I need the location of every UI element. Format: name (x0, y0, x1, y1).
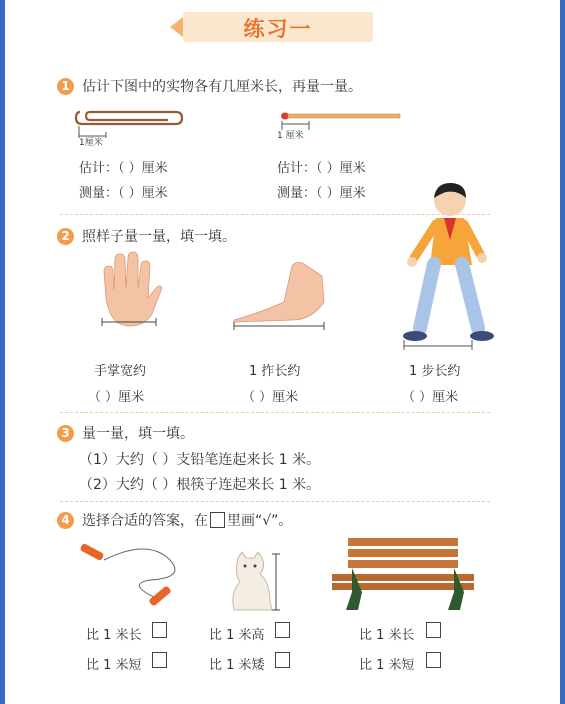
page-title: 练习一 (243, 17, 313, 41)
question-3-line-1[interactable]: （1）大约（ ）支铅笔连起来长 1 米。 (79, 452, 321, 468)
step-length-blank[interactable]: （ ）厘米 (402, 390, 459, 405)
page-frame-right (560, 0, 565, 704)
section-divider (60, 501, 490, 502)
paperclip-estimate[interactable]: 估计：（ ）厘米 (79, 161, 168, 176)
question-3-line-2[interactable]: （2）大约（ ）根筷子连起来长 1 米。 (79, 477, 321, 493)
bench-illustration (330, 536, 476, 614)
matchstick-measure[interactable]: 测量：（ ）厘米 (277, 186, 366, 201)
question-2-number: 2 (57, 228, 74, 245)
rope-longer-checkbox[interactable] (152, 622, 167, 638)
question-3-prompt: 量一量，填一填。 (82, 426, 194, 442)
rope-option-longer: 比 1 米长 (86, 628, 142, 643)
step-length-label: 1 步长约 (409, 364, 461, 379)
page-frame-left (0, 0, 5, 704)
question-2-prompt: 照样子量一量，填一填。 (82, 229, 236, 245)
paperclip-measure[interactable]: 测量：（ ）厘米 (79, 186, 168, 201)
bench-longer-checkbox[interactable] (426, 622, 441, 638)
palm-illustration (100, 254, 160, 330)
title-arrow-icon (170, 17, 183, 37)
matchstick-estimate[interactable]: 估计：（ ）厘米 (277, 161, 366, 176)
matchstick-scale-label: 1 厘米 (277, 131, 304, 141)
section-divider (60, 412, 490, 413)
question-4-prompt-before: 选择合适的答案，在 (82, 513, 208, 529)
cat-taller-checkbox[interactable] (275, 622, 290, 638)
rope-shorter-checkbox[interactable] (152, 652, 167, 668)
bench-option-longer: 比 1 米长 (359, 628, 415, 643)
palm-width-blank[interactable]: （ ）厘米 (88, 390, 145, 405)
question-4-prompt-after: 里画“√”。 (227, 513, 293, 529)
hand-span-blank[interactable]: （ ）厘米 (242, 390, 299, 405)
question-3-number: 3 (57, 425, 74, 442)
rope-option-shorter: 比 1 米短 (86, 658, 142, 673)
cat-option-shorter: 比 1 米矮 (209, 658, 265, 673)
hand-span-illustration (232, 262, 328, 332)
bench-shorter-checkbox[interactable] (426, 652, 441, 668)
cat-option-taller: 比 1 米高 (209, 628, 265, 643)
question-1-prompt: 估计下图中的实物各有几厘米长，再量一量。 (82, 79, 362, 95)
jump-rope-illustration (78, 544, 188, 610)
question-4-prompt (82, 510, 292, 530)
cat-illustration (226, 552, 286, 614)
cat-shorter-checkbox[interactable] (275, 652, 290, 668)
question-1-number: 1 (57, 78, 74, 95)
sample-checkbox-icon (210, 512, 225, 528)
paperclip-scale-label: 1厘米 (79, 138, 103, 148)
question-4-number: 4 (57, 512, 74, 529)
bench-option-shorter: 比 1 米短 (359, 658, 415, 673)
palm-width-label: 手掌宽约 (94, 364, 147, 379)
hand-span-label: 1 拃长约 (249, 364, 301, 379)
walking-boy-illustration (400, 180, 500, 350)
